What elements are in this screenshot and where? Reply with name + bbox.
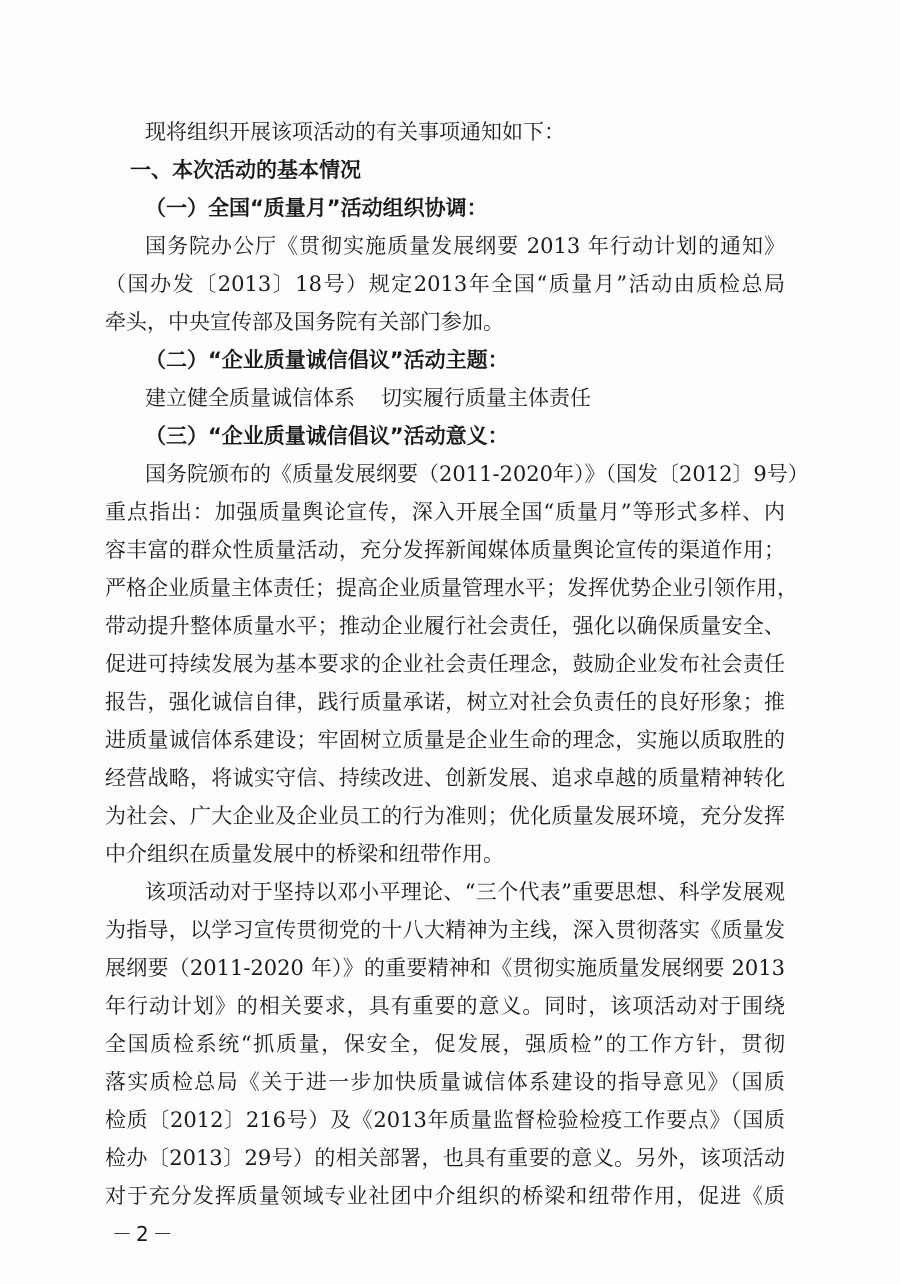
para2-line-9: 对于充分发挥质量领域专业社团中介组织的桥梁和纽带作用，促进《质 bbox=[105, 1184, 785, 1208]
sub1-line-2: （国办发〔2013〕18号）规定2013年全国“质量月”活动由质检总局 bbox=[105, 272, 785, 296]
para1-line-1: 国务院颁布的《质量发展纲要（2011-2020年）》（国发〔2012〕9号） bbox=[145, 462, 809, 486]
theme-part-1: 建立健全质量诚信体系 bbox=[145, 386, 355, 410]
sub1-line-3: 牵头，中央宣传部及国务院有关部门参加。 bbox=[105, 310, 504, 334]
para2-line-3: 展纲要（2011-2020 年）》的重要精神和《贯彻实施质量发展纲要 2013 bbox=[105, 956, 785, 980]
para1-line-7: 报告，强化诚信自律，践行质量承诺，树立对社会负责任的良好形象；推 bbox=[105, 690, 785, 714]
para2-line-5: 全国质检系统“抓质量，保安全，促发展，强质检”的工作方针，贯彻 bbox=[105, 1032, 785, 1056]
sub1-line-1: 国务院办公厅《贯彻实施质量发展纲要 2013 年行动计划的通知》 bbox=[145, 234, 785, 258]
section-1-title: 一、本次活动的基本情况 bbox=[130, 158, 361, 182]
para1-line-9: 经营战略，将诚实守信、持续改进、创新发展、追求卓越的质量精神转化 bbox=[105, 766, 785, 790]
theme-part-2: 切实履行质量主体责任 bbox=[381, 386, 591, 410]
para1-line-6: 促进可持续发展为基本要求的企业社会责任理念，鼓励企业发布社会责任 bbox=[105, 652, 785, 676]
para1-line-5: 带动提升整体质量水平；推动企业履行社会责任，强化以确保质量安全、 bbox=[105, 614, 785, 638]
para2-line-1: 该项活动对于坚持以邓小平理论、“三个代表”重要思想、科学发展观 bbox=[145, 880, 785, 904]
intro-line: 现将组织开展该项活动的有关事项通知如下： bbox=[145, 120, 565, 144]
subsection-2-title: （二）“企业质量诚信倡议”活动主题： bbox=[145, 348, 509, 372]
para2-line-6: 落实质检总局《关于进一步加快质量诚信体系建设的指导意见》（国质 bbox=[105, 1070, 785, 1094]
page-number: －2－ bbox=[112, 1222, 177, 1246]
para1-line-8: 进质量诚信体系建设；牢固树立质量是企业生命的理念，实施以质取胜的 bbox=[105, 728, 785, 752]
para1-line-2: 重点指出：加强质量舆论宣传，深入开展全国“质量月”等形式多样、内 bbox=[105, 500, 785, 524]
para1-line-3: 容丰富的群众性质量活动，充分发挥新闻媒体质量舆论宣传的渠道作用； bbox=[105, 538, 785, 562]
para2-line-8: 检办〔2013〕29号）的相关部署，也具有重要的意义。另外，该项活动 bbox=[105, 1146, 785, 1170]
para1-line-4: 严格企业质量主体责任；提高企业质量管理水平；发挥优势企业引领作用， bbox=[105, 576, 798, 600]
subsection-1-title: （一）全国“质量月”活动组织协调： bbox=[145, 196, 488, 220]
para2-line-4: 年行动计划》的相关要求，具有重要的意义。同时，该项活动对于围绕 bbox=[105, 994, 785, 1018]
para2-line-7: 检质〔2012〕216号）及《2013年质量监督检验检疫工作要点》（国质 bbox=[105, 1108, 785, 1132]
para1-line-10: 为社会、广大企业及企业员工的行为准则；优化质量发展环境，充分发挥 bbox=[105, 804, 785, 828]
para1-line-11: 中介组织在质量发展中的桥梁和纽带作用。 bbox=[105, 842, 504, 866]
subsection-3-title: （三）“企业质量诚信倡议”活动意义： bbox=[145, 424, 509, 448]
para2-line-2: 为指导，以学习宣传贯彻党的十八大精神为主线，深入贯彻落实《质量发 bbox=[105, 918, 785, 942]
activity-theme bbox=[145, 383, 785, 413]
